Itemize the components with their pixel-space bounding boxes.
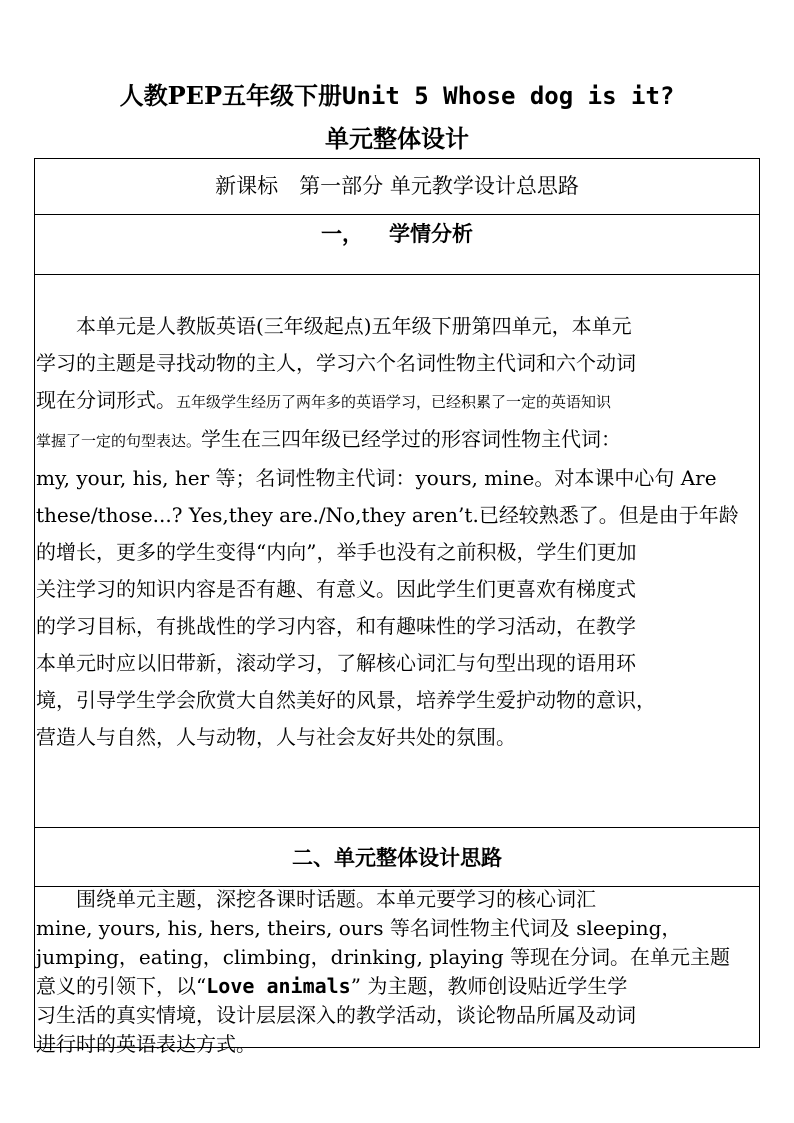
row-divider [35, 827, 759, 828]
paragraph-line: my, your, his, her 等；名词性物主代词：yours, mine。对本课中心句 Are [36, 466, 717, 490]
paragraph-line: 本单元是人教版英语(三年级起点)五年级下册第四单元，本单元 [36, 314, 632, 338]
title-chinese: 人教PEP五年级下册 [119, 81, 343, 110]
paragraph-line: 营造人与自然，人与动物，人与社会友好共处的氛围。 [36, 725, 516, 749]
section1-heading [35, 219, 759, 249]
paragraph-line: 本单元时应以旧带新，滚动学习，了解核心词汇与句型出现的语用环 [36, 651, 636, 675]
paragraph-line: 围绕单元主题，深挖各课时话题。本单元要学习的核心词汇 [36, 887, 596, 911]
paragraph-line: jumping，eating，climbing，drinking, playing 等现在分词。在单元主题 [36, 945, 731, 969]
paragraph-line: 境，引导学生学会欣赏大自然美好的风景，培养学生爱护动物的意识， [36, 688, 656, 712]
paragraph-line: mine, yours, his, hers, theirs, ours 等名词性物主代词及 sleeping， [36, 916, 682, 940]
theme-phrase: Love animals [206, 974, 351, 998]
section1-paragraph [36, 308, 758, 756]
paragraph-line: 现在分词形式。五年级学生经历了两年多的英语学习，已经积累了一定的英语知识 [36, 388, 612, 412]
section1-title: 学情分析 [389, 221, 473, 246]
paragraph-line: 的增长，更多的学生变得“内向”，举手也没有之前积极，学生们更加 [36, 540, 637, 564]
title-english: Unit 5 Whose dog is it? [342, 82, 675, 110]
paragraph-line: 习生活的真实情境，设计层层深入的教学活动，谈论物品所属及动词 [36, 1003, 636, 1027]
paragraph-line: 关注学习的知识内容是否有趣、有意义。因此学生们更喜欢有梯度式 [36, 577, 636, 601]
section1-number: 一， [321, 221, 363, 246]
paragraph-line: 学习的主题是寻找动物的主人，学习六个名词性物主代词和六个动词 [36, 351, 636, 375]
document-title [0, 80, 794, 112]
paragraph-line: these/those...? Yes,they are./No,they aren’t.已经较熟悉了。但是由于年龄 [36, 503, 739, 527]
paragraph-line: 的学习目标，有挑战性的学习内容，和有趣味性的学习活动，在教学 [36, 614, 636, 638]
paragraph-line: 掌握了一定的句型表达。学生在三四年级已经学过的形容词性物主代词： [36, 427, 622, 451]
section2-paragraph [36, 885, 758, 1059]
paragraph-line: 意义的引领下，以“Love animals” 为主题，教师创设贴近学生学 [36, 974, 628, 998]
section2-heading: 二、单元整体设计思路 [292, 845, 502, 870]
row-divider [35, 274, 759, 275]
table-header: 新课标 第一部分 单元教学设计总思路 [215, 174, 579, 198]
document-subtitle: 单元整体设计 [325, 124, 469, 153]
row-divider [35, 214, 759, 215]
paragraph-line: 进行时的英语表达方式。 [36, 1032, 256, 1056]
design-table [34, 158, 760, 1056]
